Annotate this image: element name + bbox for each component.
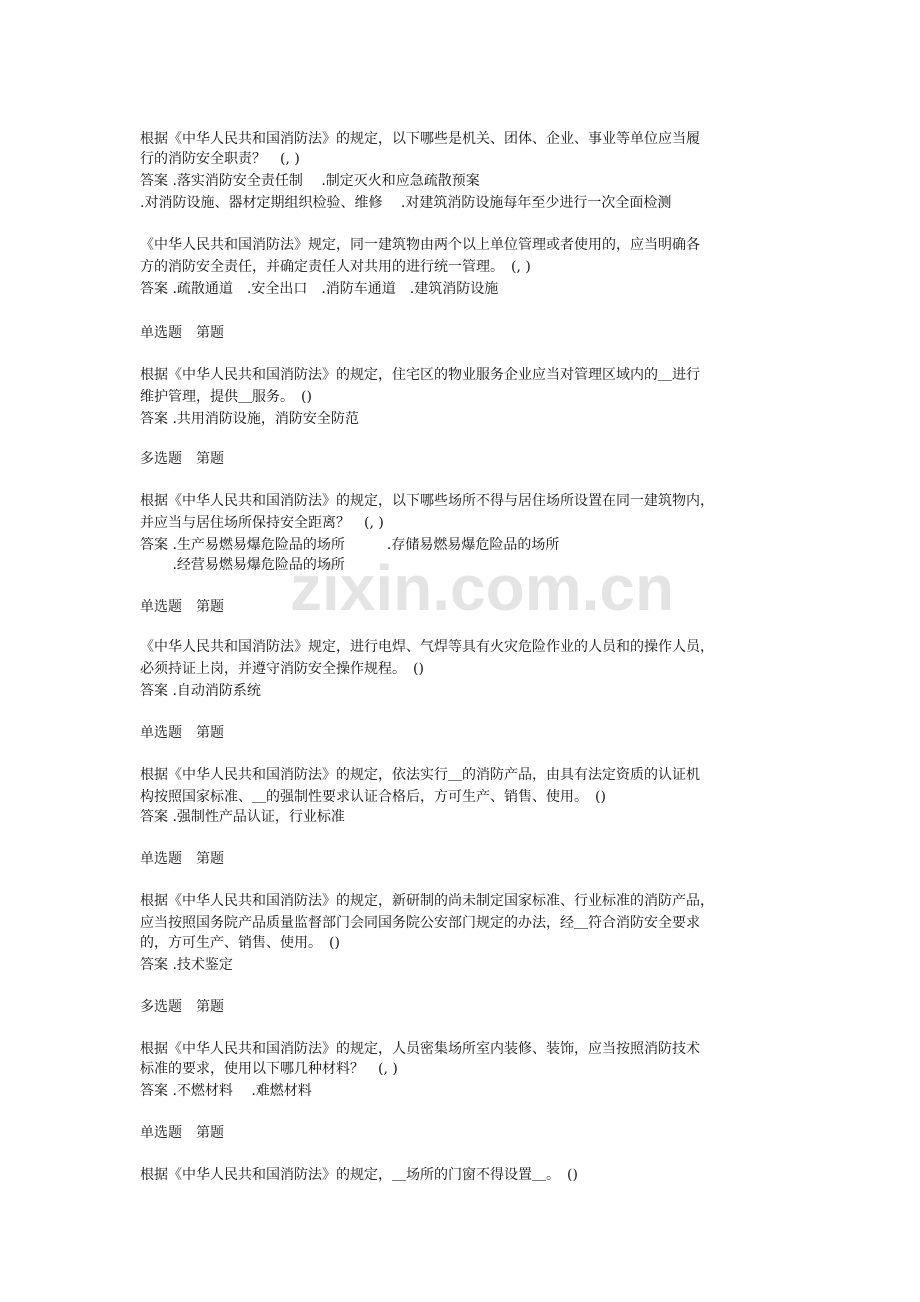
answer-line: 答案 .技术鉴定 bbox=[140, 957, 233, 973]
text-line: 根据《中华人民共和国消防法》的规定，以下哪些场所不得与居住场所设置在同一建筑物内， bbox=[140, 493, 714, 509]
text-line: 的，方可生产、销售、使用。 () bbox=[140, 935, 340, 951]
text-line: 并应当与居住场所保持安全距离？ (, ) bbox=[140, 515, 384, 531]
text-line: 《中华人民共和国消防法》规定，同一建筑物由两个以上单位管理或者使用的，应当明确各 bbox=[140, 237, 700, 253]
watermark-logo bbox=[290, 540, 730, 630]
answer-line: 答案 .落实消防安全责任制 .制定灭火和应急疏散预案 bbox=[140, 173, 480, 189]
question-type-heading: 单选题 第题 bbox=[140, 599, 224, 615]
text-line: 方的消防安全责任，并确定责任人对共用的进行统一管理。 (, ) bbox=[140, 259, 531, 275]
question-type-heading: 单选题 第题 bbox=[140, 851, 224, 867]
answer-line: 答案 .生产易燃易爆危险品的场所 .存储易燃易爆危险品的场所 bbox=[140, 537, 560, 553]
text-line: 根据《中华人民共和国消防法》的规定，新研制的尚未制定国家标准、行业标准的消防产品， bbox=[140, 893, 714, 909]
text-line: 根据《中华人民共和国消防法》的规定，依法实行＿的消防产品，由具有法定资质的认证机 bbox=[140, 767, 700, 783]
text-line: 根据《中华人民共和国消防法》的规定，以下哪些是机关、团体、企业、事业等单位应当履 bbox=[140, 131, 700, 147]
text-line: 《中华人民共和国消防法》规定，进行电焊、气焊等具有火灾危险作业的人员和的操作人员， bbox=[140, 639, 714, 655]
question-type-heading: 单选题 第题 bbox=[140, 725, 224, 741]
text-line: 根据《中华人民共和国消防法》的规定，人员密集场所室内装修、装饰，应当按照消防技术 bbox=[140, 1041, 700, 1057]
question-type-heading: 多选题 第题 bbox=[140, 451, 224, 467]
answer-line: .对消防设施、器材定期组织检验、维修 .对建筑消防设施每年至少进行一次全面检测 bbox=[140, 195, 672, 211]
text-line: 标准的要求，使用以下哪几种材料？ (, ) bbox=[140, 1061, 398, 1077]
text-line: 应当按照国务院产品质量监督部门会同国务院公安部门规定的办法，经＿符合消防安全要求 bbox=[140, 915, 700, 931]
text-line: 行的消防安全职责？ (, ) bbox=[140, 151, 300, 167]
text-line: 构按照国家标准、＿的强制性要求认证合格后，方可生产、销售、使用。 () bbox=[140, 789, 606, 805]
text-line: 根据《中华人民共和国消防法》的规定，＿场所的门窗不得设置＿。 () bbox=[140, 1167, 578, 1183]
text-line: 根据《中华人民共和国消防法》的规定，住宅区的物业服务企业应当对管理区域内的＿进行 bbox=[140, 367, 700, 383]
answer-line: 答案 .自动消防系统 bbox=[140, 683, 261, 699]
question-type-heading: 单选题 第题 bbox=[140, 1125, 224, 1141]
answer-line: 答案 .强制性产品认证，行业标准 bbox=[140, 809, 345, 825]
answer-line: 答案 .共用消防设施，消防安全防范 bbox=[140, 411, 359, 427]
answer-line: .经营易燃易爆危险品的场所 bbox=[140, 557, 345, 573]
text-line: 维护管理，提供＿服务。 () bbox=[140, 389, 312, 405]
question-type-heading: 多选题 第题 bbox=[140, 999, 224, 1015]
answer-line: 答案 .不燃材料 .难燃材料 bbox=[140, 1083, 312, 1099]
svg-text:zixin.com.cn: zixin.com.cn bbox=[290, 552, 675, 624]
question-type-heading: 单选题 第题 bbox=[140, 325, 224, 341]
answer-line: 答案 .疏散通道 .安全出口 .消防车通道 .建筑消防设施 bbox=[140, 281, 499, 297]
text-line: 必须持证上岗，并遵守消防安全操作规程。 () bbox=[140, 661, 424, 677]
